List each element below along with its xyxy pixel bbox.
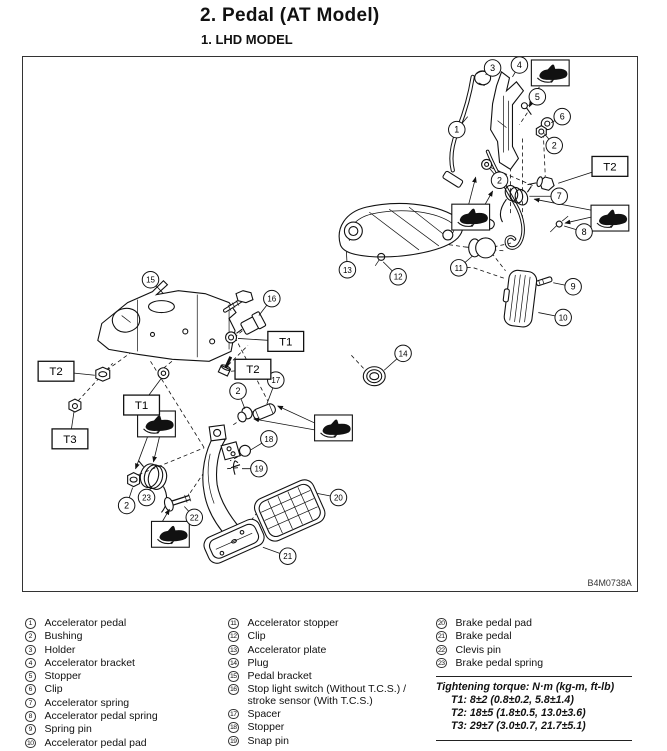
callout-19 bbox=[242, 460, 267, 477]
svg-text:2: 2 bbox=[497, 175, 503, 186]
legend-item-label: Clevis pin bbox=[455, 643, 502, 656]
legend-column-1 bbox=[0, 618, 228, 751]
callout-16 bbox=[259, 290, 280, 315]
callout-15 bbox=[142, 271, 163, 293]
legend-item-number: 17 bbox=[229, 710, 237, 718]
legend-item-label: Accelerator stopper bbox=[247, 617, 339, 629]
torque-label-T2 bbox=[38, 361, 95, 381]
svg-text:2: 2 bbox=[551, 140, 557, 151]
legend-item-label: Plug bbox=[247, 656, 269, 669]
legend-item-number: 11 bbox=[228, 618, 239, 629]
legend-item-label: Brake pedal pad bbox=[455, 617, 532, 629]
accelerator-plate-part bbox=[339, 204, 462, 257]
svg-text:16: 16 bbox=[267, 294, 277, 304]
legend-item-number: 2 bbox=[25, 631, 36, 642]
svg-text:20: 20 bbox=[334, 493, 343, 503]
svg-text:T1: T1 bbox=[279, 336, 293, 349]
legend-item-number: 18 bbox=[229, 724, 237, 732]
legend-item-label: Clip bbox=[44, 683, 63, 696]
svg-text:3: 3 bbox=[490, 62, 496, 73]
svg-text:13: 13 bbox=[342, 265, 352, 275]
parts-legend bbox=[0, 618, 667, 751]
callout-23 bbox=[138, 489, 155, 506]
callout-11 bbox=[451, 256, 473, 276]
legend-item-label: Brake pedal bbox=[455, 630, 512, 643]
torque-label-T2 bbox=[231, 359, 271, 379]
legend-item-label: Spring pin bbox=[44, 723, 92, 736]
svg-text:14: 14 bbox=[398, 349, 408, 359]
legend-item-number: 21 bbox=[437, 633, 445, 641]
svg-text:T2: T2 bbox=[603, 161, 617, 174]
legend-item-14 bbox=[228, 658, 436, 669]
legend-item-15 bbox=[228, 671, 436, 682]
legend-item-number: 16 bbox=[229, 686, 237, 694]
spring-pin-part bbox=[536, 276, 553, 286]
callout-1 bbox=[449, 117, 468, 138]
torque-label-T1 bbox=[124, 378, 162, 415]
legend-item-number: 12 bbox=[229, 633, 237, 641]
stop-light-switch-bolt-part bbox=[225, 291, 253, 311]
bushing-part bbox=[236, 406, 253, 423]
legend-item-label: Pedal bracket bbox=[247, 670, 312, 683]
callout-9 bbox=[553, 278, 581, 295]
legend-item-label: Accelerator pedal pad bbox=[44, 736, 147, 749]
legend-item-1 bbox=[25, 618, 228, 629]
tightening-torque-note bbox=[436, 676, 632, 741]
clevis-pin-part bbox=[163, 491, 192, 512]
legend-item-12 bbox=[228, 631, 436, 642]
legend-item-9 bbox=[25, 724, 228, 735]
callout-21 bbox=[263, 547, 296, 564]
exploded-diagram-frame bbox=[22, 56, 638, 592]
torque-spec-line: T2: 18±5 (1.8±0.5, 13.0±3.6) bbox=[451, 707, 586, 720]
svg-text:2: 2 bbox=[124, 500, 130, 511]
legend-item-number: 20 bbox=[437, 620, 445, 627]
pivot-nut-part bbox=[128, 473, 140, 487]
legend-item-18 bbox=[228, 722, 436, 733]
svg-text:1: 1 bbox=[454, 124, 460, 135]
legend-item-label: Snap pin bbox=[247, 734, 289, 747]
legend-item-label: Accelerator bracket bbox=[44, 656, 135, 669]
legend-item-8 bbox=[25, 711, 228, 722]
legend-item-16 bbox=[228, 684, 436, 706]
legend-item-number: 7 bbox=[25, 698, 36, 709]
torque-spec-line: T1: 8±2 (0.8±0.2, 5.8±1.4) bbox=[451, 694, 574, 707]
legend-item-number: 3 bbox=[25, 645, 36, 656]
legend-item-number: 8 bbox=[25, 711, 36, 722]
callout-12 bbox=[383, 262, 406, 285]
legend-item-7 bbox=[25, 698, 228, 709]
callout-18 bbox=[251, 431, 277, 450]
svg-text:19: 19 bbox=[254, 464, 264, 474]
svg-text:5: 5 bbox=[534, 91, 540, 102]
callout-2 bbox=[544, 134, 562, 154]
legend-item-label: Stop light switch (Without T.C.S.) / stroke sensor (With T.C.S.) bbox=[247, 683, 407, 707]
legend-column-2 bbox=[228, 618, 436, 751]
legend-item-label: Accelerator plate bbox=[247, 643, 327, 656]
callout-8 bbox=[564, 224, 592, 241]
legend-column-3 bbox=[436, 618, 646, 751]
svg-text:T2: T2 bbox=[49, 366, 63, 379]
legend-item-10 bbox=[25, 738, 228, 749]
torque-heading: Tightening torque: N·m (kg-m, ft-lb) bbox=[436, 681, 615, 694]
legend-item-23 bbox=[436, 658, 646, 669]
legend-item-label: Brake pedal spring bbox=[455, 656, 544, 669]
grease-callout-box bbox=[136, 411, 176, 469]
svg-text:23: 23 bbox=[142, 493, 151, 503]
t2-bolt-part bbox=[528, 173, 556, 191]
callout-14 bbox=[384, 345, 411, 370]
legend-item-2 bbox=[25, 631, 228, 642]
legend-item-number: 4 bbox=[25, 658, 36, 669]
svg-text:T3: T3 bbox=[63, 433, 77, 446]
legend-item-17 bbox=[228, 709, 436, 720]
callout-4 bbox=[511, 57, 528, 77]
svg-text:T2: T2 bbox=[246, 364, 260, 377]
svg-text:17: 17 bbox=[271, 376, 281, 386]
legend-item-number: 14 bbox=[229, 659, 237, 667]
legend-item-number: 15 bbox=[229, 673, 237, 681]
accelerator-pedal-pad-part bbox=[500, 269, 537, 328]
legend-item-number: 23 bbox=[437, 659, 445, 667]
legend-item-13 bbox=[228, 645, 436, 656]
svg-text:2: 2 bbox=[235, 386, 241, 397]
callout-6 bbox=[551, 108, 570, 125]
legend-item-21 bbox=[436, 631, 646, 642]
pedal-bracket-part bbox=[98, 281, 236, 362]
callout-3 bbox=[484, 60, 501, 77]
torque-label-T3 bbox=[52, 412, 88, 449]
legend-item-4 bbox=[25, 658, 228, 669]
plug-part bbox=[363, 367, 385, 386]
svg-text:10: 10 bbox=[558, 313, 568, 323]
pedal-exploded-diagram bbox=[23, 57, 636, 590]
accelerator-stopper-part bbox=[469, 238, 496, 258]
svg-text:9: 9 bbox=[570, 281, 576, 292]
spacer-part bbox=[252, 402, 277, 421]
legend-item-label: Holder bbox=[44, 643, 76, 656]
page-subtitle: 1. LHD MODEL bbox=[201, 32, 293, 47]
legend-item-number: 6 bbox=[25, 684, 36, 695]
legend-item-label: Accelerator pedal spring bbox=[44, 710, 158, 723]
callout-2 bbox=[230, 383, 247, 409]
legend-item-19 bbox=[228, 736, 436, 747]
svg-text:4: 4 bbox=[516, 59, 522, 70]
torque-label-T2 bbox=[558, 156, 628, 183]
legend-item-5 bbox=[25, 671, 228, 682]
accelerator-bracket-part bbox=[491, 72, 524, 169]
callout-2 bbox=[118, 488, 135, 514]
svg-text:18: 18 bbox=[264, 434, 274, 444]
svg-text:T1: T1 bbox=[134, 400, 149, 413]
svg-text:22: 22 bbox=[189, 513, 199, 523]
legend-item-number: 19 bbox=[229, 737, 237, 745]
legend-item-3 bbox=[25, 645, 228, 656]
grease-callout-box bbox=[152, 509, 190, 547]
legend-item-20 bbox=[436, 618, 646, 629]
legend-item-22 bbox=[436, 645, 646, 656]
legend-item-number: 13 bbox=[229, 646, 237, 654]
svg-text:15: 15 bbox=[146, 275, 155, 285]
legend-item-number: 10 bbox=[26, 739, 34, 747]
callout-10 bbox=[538, 309, 571, 326]
accelerator-spring-part bbox=[500, 184, 531, 222]
legend-item-label: Accelerator pedal bbox=[44, 617, 127, 629]
legend-item-label: Stopper bbox=[247, 721, 285, 734]
legend-item-number: 22 bbox=[437, 646, 445, 654]
figure-id: B4M0738A bbox=[587, 578, 632, 589]
accelerator-pedal-spring-clip-part bbox=[550, 216, 568, 232]
legend-item-label: Accelerator spring bbox=[44, 696, 130, 709]
legend-item-label: Bushing bbox=[44, 630, 83, 643]
svg-text:8: 8 bbox=[581, 226, 587, 237]
svg-text:6: 6 bbox=[559, 111, 565, 122]
callout-5 bbox=[528, 89, 545, 106]
legend-item-label: Stopper bbox=[44, 670, 82, 683]
legend-item-6 bbox=[25, 684, 228, 695]
legend-item-label: Clip bbox=[247, 630, 266, 643]
torque-spec-line: T3: 29±7 (3.0±0.7, 21.7±5.1) bbox=[451, 720, 586, 733]
legend-item-11 bbox=[228, 618, 436, 629]
legend-item-number: 9 bbox=[25, 724, 36, 735]
svg-text:11: 11 bbox=[454, 263, 463, 273]
svg-text:21: 21 bbox=[283, 552, 293, 562]
stop-light-switch-part bbox=[232, 311, 266, 339]
svg-text:7: 7 bbox=[556, 191, 562, 202]
svg-text:12: 12 bbox=[393, 272, 403, 282]
page-title: 2. Pedal (AT Model) bbox=[200, 5, 380, 26]
legend-item-number: 5 bbox=[25, 671, 36, 682]
callout-13 bbox=[339, 252, 356, 278]
legend-item-number: 1 bbox=[25, 618, 36, 629]
legend-item-label: Spacer bbox=[247, 707, 281, 720]
